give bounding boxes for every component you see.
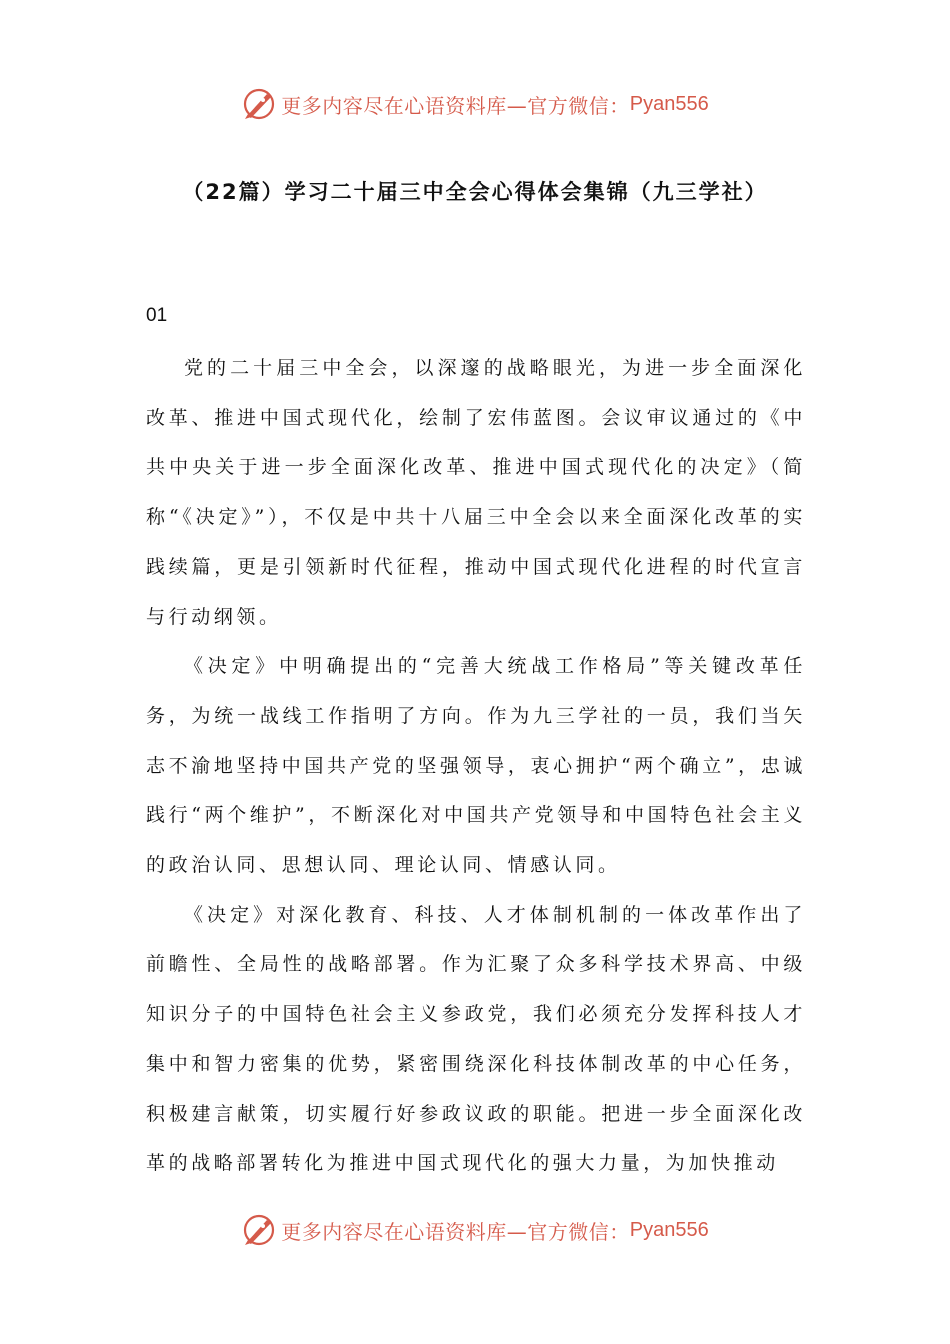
footer-banner bbox=[0, 1210, 950, 1250]
document-body bbox=[146, 344, 806, 1189]
document-title: （22篇）学习二十届三中全会心得体会集锦（九三学社） bbox=[182, 180, 768, 204]
pen-logo-icon bbox=[241, 1212, 277, 1248]
paragraph: 《决定》中明确提出的“完善大统战工作格局”等关键改革任务，为统一战线工作指明了方向。作为九三学社的一员，我们当矢志不渝地坚持中国共产党的坚强领导，衷心拥护“两个确立”，忠诚践行“两个维护”，不断深化对中国共产党领导和中国特色社会主义的政治认同、思想认同、理论认同、情感认同。 bbox=[146, 655, 806, 877]
wechat-id: Pyan556 bbox=[629, 92, 709, 115]
section-number: 01 bbox=[146, 305, 168, 326]
paragraph: 《决定》对深化教育、科技、人才体制机制的一体改革作出了前瞻性、全局性的战略部署。作为汇聚了众多科学技术界高、中级知识分子的中国特色社会主义参政党，我们必须充分发挥科技人才集中和智力密集的优势，紧密围绕深化科技体制改革的中心任务，积极建言献策，切实履行好参政议政的职能。把进一步全面深化改革的战略部署转化为推进中国式现代化的强大力量，为加快推动 bbox=[146, 903, 806, 1175]
wechat-id: Pyan556 bbox=[629, 1218, 709, 1241]
paragraph: 党的二十届三中全会，以深邃的战略眼光，为进一步全面深化改革、推进中国式现代化，绘制了宏伟蓝图。会议审议通过的《中共中央关于进一步全面深化改革、推进中国式现代化的决定》（简称“《决定》”），不仅是中共十八届三中全会以来全面深化改革的实践续篇，更是引领新时代征程，推动中国式现代化进程的时代宣言与行动纲领。 bbox=[146, 357, 806, 628]
banner-text: 更多内容尽在心语资料库—官方微信： bbox=[281, 1219, 630, 1244]
banner-text: 更多内容尽在心语资料库—官方微信： bbox=[281, 93, 630, 118]
header-banner bbox=[0, 84, 950, 124]
pen-logo-icon bbox=[241, 86, 277, 122]
